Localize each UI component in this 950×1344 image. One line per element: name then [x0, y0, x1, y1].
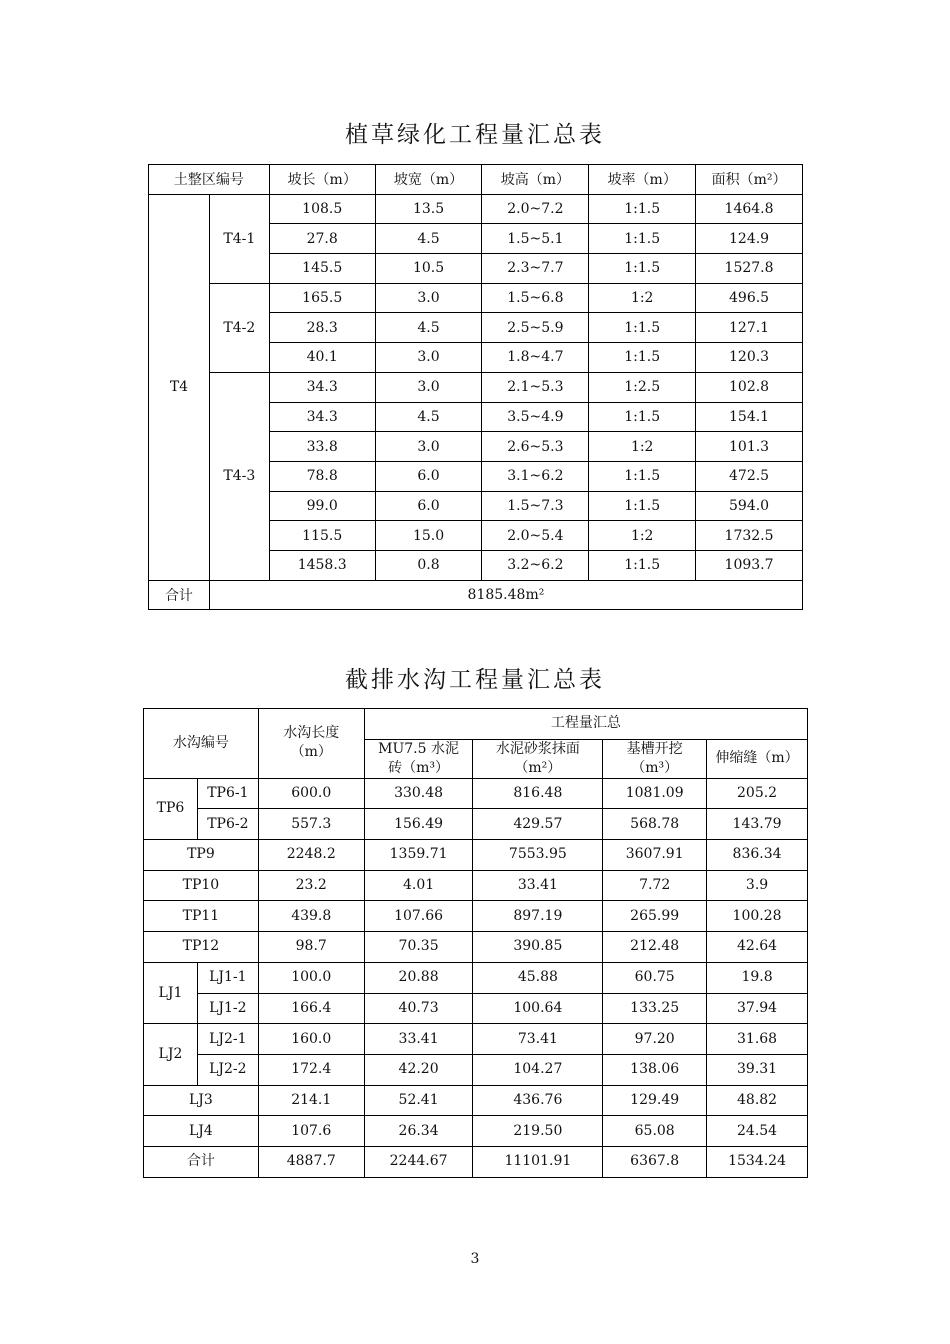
data-cell: 100.28	[707, 901, 808, 932]
drainage-quantity-table	[143, 708, 808, 1178]
data-cell: 24.54	[707, 1116, 808, 1147]
data-cell: 34.3	[269, 372, 375, 402]
greening-quantity-table	[148, 164, 803, 610]
data-cell: 143.79	[707, 809, 808, 840]
data-cell: 1:1.5	[589, 461, 696, 491]
data-cell: 7553.95	[473, 840, 603, 871]
table1-header-cell: 坡高（m）	[482, 165, 589, 195]
data-cell: 4.01	[364, 870, 473, 901]
data-cell: 52.41	[364, 1085, 473, 1116]
data-cell: 1:2	[589, 521, 696, 551]
data-cell: 265.99	[603, 901, 707, 932]
data-cell: 1:2.5	[589, 372, 696, 402]
table-row	[144, 932, 808, 963]
data-cell: 3.0	[375, 343, 482, 373]
data-cell: 60.75	[603, 962, 707, 993]
data-cell: 42.20	[364, 1054, 473, 1085]
data-cell: 205.2	[707, 778, 808, 809]
data-cell: 1:1.5	[589, 194, 696, 224]
data-cell: 156.49	[364, 809, 473, 840]
row-label-cell: TP11	[144, 901, 259, 932]
data-cell: 97.20	[603, 1024, 707, 1055]
data-cell: 100.0	[258, 962, 364, 993]
data-cell: 33.8	[269, 432, 375, 462]
table2-header-row	[144, 709, 808, 740]
data-cell: 23.2	[258, 870, 364, 901]
header-cement-brick: MU7.5 水泥砖（m³）	[364, 739, 473, 778]
row-label-cell: LJ3	[144, 1085, 259, 1116]
table-row	[144, 901, 808, 932]
data-cell: 26.34	[364, 1116, 473, 1147]
data-cell: 31.68	[707, 1024, 808, 1055]
table-row	[144, 870, 808, 901]
table-row	[144, 1054, 808, 1085]
table-row	[144, 1116, 808, 1147]
group-label-cell: T4-3	[209, 372, 269, 580]
data-cell: 138.06	[603, 1054, 707, 1085]
data-cell: 2.5~5.9	[482, 313, 589, 343]
group-label-cell: T4-2	[209, 283, 269, 372]
data-cell: 101.3	[696, 432, 803, 462]
data-cell: 99.0	[269, 491, 375, 521]
data-cell: 3.5~4.9	[482, 402, 589, 432]
data-cell: 33.41	[364, 1024, 473, 1055]
data-cell: 40.73	[364, 993, 473, 1024]
data-cell: 3.0	[375, 432, 482, 462]
table1-header-cell: 坡长（m）	[269, 165, 375, 195]
row-label-cell: 合计	[144, 1146, 259, 1177]
table-row	[149, 283, 803, 313]
row-label-cell: TP9	[144, 840, 259, 871]
group-label-cell: LJ2	[144, 1024, 198, 1085]
data-cell: 70.35	[364, 932, 473, 963]
data-cell: 472.5	[696, 461, 803, 491]
data-cell: 1:1.5	[589, 402, 696, 432]
table-row	[149, 372, 803, 402]
table-row	[149, 194, 803, 224]
data-cell: 1359.71	[364, 840, 473, 871]
data-cell: 3.2~6.2	[482, 550, 589, 580]
data-cell: 1:2	[589, 283, 696, 313]
table1-header-row	[149, 165, 803, 195]
data-cell: 13.5	[375, 194, 482, 224]
data-cell: 6.0	[375, 461, 482, 491]
data-cell: 1081.09	[603, 778, 707, 809]
data-cell: 816.48	[473, 778, 603, 809]
data-cell: 65.08	[603, 1116, 707, 1147]
data-cell: 28.3	[269, 313, 375, 343]
data-cell: 2.1~5.3	[482, 372, 589, 402]
data-cell: 4887.7	[258, 1146, 364, 1177]
data-cell: 7.72	[603, 870, 707, 901]
data-cell: 1:2	[589, 432, 696, 462]
data-cell: 6.0	[375, 491, 482, 521]
data-cell: 48.82	[707, 1085, 808, 1116]
data-cell: 100.64	[473, 993, 603, 1024]
data-cell: 11101.91	[473, 1146, 603, 1177]
table1-header-cell: 坡宽（m）	[375, 165, 482, 195]
total-label-cell: 合计	[149, 580, 210, 610]
data-cell: 2.0~5.4	[482, 521, 589, 551]
table1-title: 植草绿化工程量汇总表	[345, 122, 605, 148]
data-cell: 120.3	[696, 343, 803, 373]
data-cell: 104.27	[473, 1054, 603, 1085]
table1-header-cell: 面积（m²）	[696, 165, 803, 195]
header-expansion-joint: 伸缩缝（m）	[707, 739, 808, 778]
data-cell: 10.5	[375, 254, 482, 284]
data-cell: 160.0	[258, 1024, 364, 1055]
data-cell: 102.8	[696, 372, 803, 402]
data-cell: 568.78	[603, 809, 707, 840]
data-cell: 107.6	[258, 1116, 364, 1147]
table-row	[144, 993, 808, 1024]
data-cell: 145.5	[269, 254, 375, 284]
data-cell: 594.0	[696, 491, 803, 521]
data-cell: 3.1~6.2	[482, 461, 589, 491]
data-cell: 107.66	[364, 901, 473, 932]
data-cell: 557.3	[258, 809, 364, 840]
header-trench-excavation: 基槽开挖（m³）	[603, 739, 707, 778]
sub-label-cell: LJ2-1	[197, 1024, 258, 1055]
data-cell: 836.34	[707, 840, 808, 871]
data-cell: 78.8	[269, 461, 375, 491]
data-cell: 73.41	[473, 1024, 603, 1055]
table-row	[144, 1085, 808, 1116]
row-label-cell: TP12	[144, 932, 259, 963]
data-cell: 436.76	[473, 1085, 603, 1116]
data-cell: 4.5	[375, 402, 482, 432]
data-cell: 34.3	[269, 402, 375, 432]
data-cell: 124.9	[696, 224, 803, 254]
data-cell: 214.1	[258, 1085, 364, 1116]
table-row	[144, 778, 808, 809]
data-cell: 1732.5	[696, 521, 803, 551]
data-cell: 127.1	[696, 313, 803, 343]
data-cell: 15.0	[375, 521, 482, 551]
data-cell: 1093.7	[696, 550, 803, 580]
data-cell: 20.88	[364, 962, 473, 993]
data-cell: 2.3~7.7	[482, 254, 589, 284]
data-cell: 2248.2	[258, 840, 364, 871]
data-cell: 1534.24	[707, 1146, 808, 1177]
header-ditch-id: 水沟编号	[144, 709, 259, 779]
group-label-cell: T4-1	[209, 194, 269, 283]
data-cell: 98.7	[258, 932, 364, 963]
data-cell: 1.8~4.7	[482, 343, 589, 373]
table-row	[144, 1024, 808, 1055]
table1-header-cell: 土整区编号	[149, 165, 270, 195]
data-cell: 129.49	[603, 1085, 707, 1116]
data-cell: 2244.67	[364, 1146, 473, 1177]
data-cell: 1464.8	[696, 194, 803, 224]
region-cell: T4	[149, 194, 210, 580]
sub-label-cell: LJ2-2	[197, 1054, 258, 1085]
table2-title: 截排水沟工程量汇总表	[345, 667, 605, 693]
data-cell: 33.41	[473, 870, 603, 901]
data-cell: 439.8	[258, 901, 364, 932]
data-cell: 133.25	[603, 993, 707, 1024]
table1-header-cell: 坡率（m）	[589, 165, 696, 195]
data-cell: 165.5	[269, 283, 375, 313]
data-cell: 390.85	[473, 932, 603, 963]
data-cell: 600.0	[258, 778, 364, 809]
table1-total-row	[149, 580, 803, 610]
table-row	[144, 840, 808, 871]
data-cell: 212.48	[603, 932, 707, 963]
data-cell: 1:1.5	[589, 313, 696, 343]
data-cell: 154.1	[696, 402, 803, 432]
data-cell: 1:1.5	[589, 254, 696, 284]
data-cell: 429.57	[473, 809, 603, 840]
data-cell: 897.19	[473, 901, 603, 932]
data-cell: 2.6~5.3	[482, 432, 589, 462]
table-row	[144, 809, 808, 840]
data-cell: 40.1	[269, 343, 375, 373]
data-cell: 2.0~7.2	[482, 194, 589, 224]
data-cell: 3.0	[375, 283, 482, 313]
data-cell: 45.88	[473, 962, 603, 993]
header-quantity-summary: 工程量汇总	[364, 709, 807, 740]
row-label-cell: TP10	[144, 870, 259, 901]
data-cell: 3607.91	[603, 840, 707, 871]
data-cell: 1.5~7.3	[482, 491, 589, 521]
group-label-cell: TP6	[144, 778, 198, 839]
sub-label-cell: LJ1-2	[197, 993, 258, 1024]
data-cell: 3.9	[707, 870, 808, 901]
data-cell: 37.94	[707, 993, 808, 1024]
header-mortar-plaster: 水泥砂浆抹面（m²）	[473, 739, 603, 778]
page-number: 3	[470, 1251, 480, 1267]
data-cell: 1:1.5	[589, 550, 696, 580]
total-value-cell: 8185.48m²	[209, 580, 802, 610]
data-cell: 42.64	[707, 932, 808, 963]
table-row	[144, 1146, 808, 1177]
data-cell: 172.4	[258, 1054, 364, 1085]
data-cell: 4.5	[375, 224, 482, 254]
data-cell: 166.4	[258, 993, 364, 1024]
data-cell: 219.50	[473, 1116, 603, 1147]
group-label-cell: LJ1	[144, 962, 198, 1023]
data-cell: 39.31	[707, 1054, 808, 1085]
header-ditch-length: 水沟长度（m）	[258, 709, 364, 779]
data-cell: 1.5~6.8	[482, 283, 589, 313]
data-cell: 1458.3	[269, 550, 375, 580]
data-cell: 1:1.5	[589, 343, 696, 373]
sub-label-cell: LJ1-1	[197, 962, 258, 993]
data-cell: 1:1.5	[589, 224, 696, 254]
data-cell: 1:1.5	[589, 491, 696, 521]
data-cell: 0.8	[375, 550, 482, 580]
sub-label-cell: TP6-2	[197, 809, 258, 840]
data-cell: 19.8	[707, 962, 808, 993]
data-cell: 330.48	[364, 778, 473, 809]
data-cell: 6367.8	[603, 1146, 707, 1177]
data-cell: 3.0	[375, 372, 482, 402]
data-cell: 4.5	[375, 313, 482, 343]
sub-label-cell: TP6-1	[197, 778, 258, 809]
data-cell: 27.8	[269, 224, 375, 254]
data-cell: 496.5	[696, 283, 803, 313]
row-label-cell: LJ4	[144, 1116, 259, 1147]
data-cell: 108.5	[269, 194, 375, 224]
data-cell: 1527.8	[696, 254, 803, 284]
data-cell: 115.5	[269, 521, 375, 551]
data-cell: 1.5~5.1	[482, 224, 589, 254]
table-row	[144, 962, 808, 993]
